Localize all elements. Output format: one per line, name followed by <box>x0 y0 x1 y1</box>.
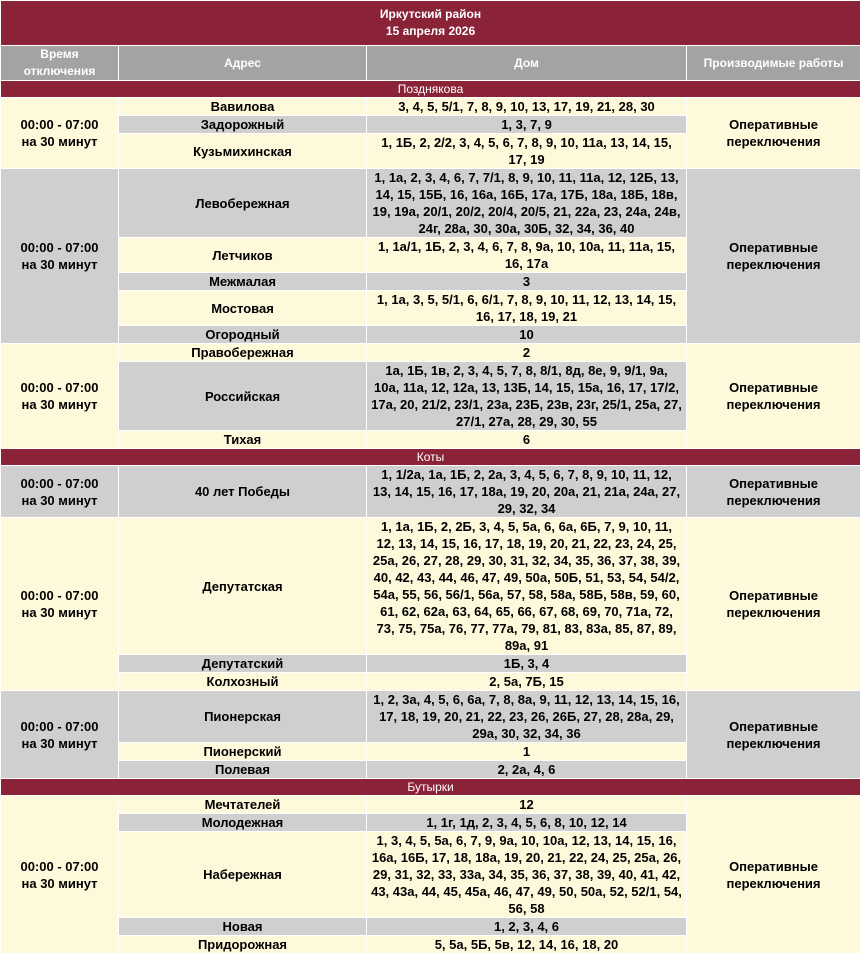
time-duration: на 30 минут <box>21 875 98 891</box>
house-numbers: 6 <box>367 431 687 449</box>
work-type <box>687 518 860 691</box>
work-line-2: переключения <box>726 397 821 412</box>
house-numbers: 1, 2, 3а, 4, 5, 6, 6а, 7, 8, 8а, 9, 11, 12, 13, 14, 15, 16, 17, 18, 19, 20, 21, 22, 23, 26, 26Б, 27, 28, 28а, 29, 29а, 30, 32, 34, 36 <box>367 691 687 743</box>
time-range: 00:00 - 07:00 <box>20 240 99 255</box>
house-numbers: 1, 1Б, 2, 2/2, 3, 4, 5, 6, 7, 8, 9, 10, 11а, 13, 14, 15, 17, 19 <box>367 134 687 169</box>
outage-time <box>1 466 119 518</box>
time-duration: на 30 минут <box>21 397 98 412</box>
column-header-work: Производимые работы <box>687 46 860 81</box>
street-name: Придорожная <box>119 936 367 954</box>
house-numbers: 3, 4, 5, 5/1, 7, 8, 9, 10, 13, 17, 19, 21, 28, 30 <box>367 98 687 116</box>
street-name: Летчиков <box>119 238 367 273</box>
street-name: Мостовая <box>119 291 367 326</box>
time-duration: на 30 минут <box>21 134 98 149</box>
section-row <box>1 449 860 466</box>
house-numbers: 1, 1а, 1Б, 2, 2Б, 3, 4, 5, 5а, 6, 6а, 6Б, 7, 9, 10, 11, 12, 13, 14, 15, 16, 17, 18, 19, 20, 21, 22, 23, 24, 25, 25а, 26, 27, 28, 29, 30, 31, 32, 34, 35, 36, 37, 38, 39, 40, 42, 43, 44, 46, 47, 49, 50а, 50Б, 51, 53, 54, 54/2, 54а, 55, 56, 56/1, 56а, 57, 58, 58а, 58Б, 58в, 59, 60, 61, 62, 62а, 63, 64, 65, 66, 67, 68, 69, 70, 71а, 72, 73, 75, 75а, 76, 77, 77а, 79, 81, 83, 83а, 85, 87, 89, 89а, 91 <box>367 518 687 655</box>
house-numbers: 1, 3, 7, 9 <box>367 116 687 134</box>
table-row <box>1 98 860 116</box>
work-type <box>687 169 860 344</box>
time-range: 00:00 - 07:00 <box>20 858 99 874</box>
work-line-1: Оперативные <box>729 240 818 255</box>
street-name: Задорожный <box>119 116 367 134</box>
street-name: Кузьмихинская <box>119 134 367 169</box>
street-name: Депутатский <box>119 655 367 673</box>
street-name: Колхозный <box>119 673 367 691</box>
time-range: 00:00 - 07:00 <box>20 380 99 395</box>
house-numbers: 10 <box>367 326 687 344</box>
table-row <box>1 344 860 362</box>
street-name: Новая <box>119 918 367 936</box>
table-body <box>1 81 860 954</box>
column-header-address: Адрес <box>119 46 367 81</box>
column-header-time: Время отключения <box>1 46 119 81</box>
outage-time <box>1 98 119 169</box>
house-numbers: 1, 2, 3, 4, 6 <box>367 918 687 936</box>
work-line-2: переключения <box>726 605 821 620</box>
work-line-2: переключения <box>726 257 821 272</box>
section-row <box>1 779 860 796</box>
house-numbers: 1, 1/2а, 1а, 1Б, 2, 2а, 3, 4, 5, 6, 7, 8, 9, 10, 11, 12, 13, 14, 15, 16, 17, 18а, 19, 20, 20а, 21, 21а, 24а, 27, 29, 32, 34 <box>367 466 687 518</box>
region-title: Иркутский район <box>379 7 482 21</box>
street-name: Мечтателей <box>119 796 367 814</box>
work-line-1: Оперативные <box>729 380 818 395</box>
time-duration: на 30 минут <box>21 257 98 272</box>
work-type <box>687 691 860 779</box>
outage-time <box>1 344 119 449</box>
street-name: Пионерский <box>119 743 367 761</box>
house-numbers: 5, 5а, 5Б, 5в, 12, 14, 16, 18, 20 <box>367 936 687 954</box>
section-name: Позднякова <box>1 81 860 98</box>
house-numbers: 12 <box>367 796 687 814</box>
house-numbers: 2, 5а, 7Б, 15 <box>367 673 687 691</box>
section-name: Коты <box>1 449 860 466</box>
street-name: Вавилова <box>119 98 367 116</box>
house-numbers: 1, 3, 4, 5, 5а, 6, 7, 9, 9а, 10, 10а, 12, 13, 14, 15, 16, 16а, 16Б, 17, 18, 18а, 19, 20, 21, 22, 24, 25, 25а, 26, 29, 31, 32, 33, 33а, 34, 35, 36, 37, 38, 39, 40, 41, 42, 43, 43а, 44, 45, 45а, 46, 47, 49, 50, 50а, 52, 52/1, 54, 56, 58 <box>367 832 687 918</box>
table-row <box>1 691 860 743</box>
street-name: Молодежная <box>119 814 367 832</box>
street-name: Тихая <box>119 431 367 449</box>
time-range: 00:00 - 07:00 <box>20 588 99 603</box>
work-line-2: переключения <box>726 492 821 508</box>
street-name: Российская <box>119 362 367 431</box>
section-row <box>1 81 860 98</box>
work-line-2: переключения <box>726 134 821 149</box>
street-name: Огородный <box>119 326 367 344</box>
time-duration: на 30 минут <box>21 735 98 751</box>
work-line-2: переключения <box>726 735 821 751</box>
street-name: 40 лет Победы <box>119 466 367 518</box>
street-name: Депутатская <box>119 518 367 655</box>
house-numbers: 1 <box>367 743 687 761</box>
house-numbers: 2, 2а, 4, 6 <box>367 761 687 779</box>
street-name: Правобережная <box>119 344 367 362</box>
column-header-house: Дом <box>367 46 687 81</box>
street-name: Левобережная <box>119 169 367 238</box>
time-duration: на 30 минут <box>21 492 98 508</box>
house-numbers: 1, 1а/1, 1Б, 2, 3, 4, 6, 7, 8, 9а, 10, 10а, 11, 11а, 15, 16, 17а <box>367 238 687 273</box>
outage-time <box>1 691 119 779</box>
street-name: Пионерская <box>119 691 367 743</box>
table-row <box>1 466 860 518</box>
work-line-1: Оперативные <box>729 475 818 491</box>
work-line-2: переключения <box>726 875 821 891</box>
work-type <box>687 466 860 518</box>
house-numbers: 1Б, 3, 4 <box>367 655 687 673</box>
table-row <box>1 518 860 655</box>
outage-time <box>1 518 119 691</box>
time-range: 00:00 - 07:00 <box>20 117 99 132</box>
work-line-1: Оперативные <box>729 588 818 603</box>
work-type <box>687 796 860 954</box>
time-duration: на 30 минут <box>21 605 98 620</box>
house-numbers: 1, 1а, 2, 3, 4, 6, 7, 7/1, 8, 9, 10, 11, 11а, 12, 12Б, 13, 14, 15, 15Б, 16, 16а, 16Б, 17а, 17Б, 18а, 18Б, 18в, 19, 19а, 20/1, 20/2, 20/4, 20/5, 21, 22а, 23, 24а, 24в, 24г, 28а, 30, 30а, 30Б, 32, 34, 36, 40 <box>367 169 687 238</box>
house-numbers: 3 <box>367 273 687 291</box>
table-title <box>1 1 860 46</box>
work-line-1: Оперативные <box>729 858 818 874</box>
street-name: Полевая <box>119 761 367 779</box>
work-type <box>687 344 860 449</box>
outage-time <box>1 169 119 344</box>
work-type <box>687 98 860 169</box>
house-numbers: 1а, 1Б, 1в, 2, 3, 4, 5, 7, 8, 8/1, 8д, 8е, 9, 9/1, 9а, 10а, 11а, 12, 12а, 13, 13Б, 14, 15, 15а, 16, 17, 17/2, 17а, 20, 21/2, 23/1, 23а, 23Б, 23в, 23г, 25/1, 25а, 27, 27/1, 27а, 28, 29, 30, 55 <box>367 362 687 431</box>
house-numbers: 1, 1г, 1д, 2, 3, 4, 5, 6, 8, 10, 12, 14 <box>367 814 687 832</box>
outage-time <box>1 796 119 954</box>
table-row <box>1 169 860 238</box>
house-numbers: 1, 1а, 3, 5, 5/1, 6, 6/1, 7, 8, 9, 10, 11, 12, 13, 14, 15, 16, 17, 18, 19, 21 <box>367 291 687 326</box>
house-numbers: 2 <box>367 344 687 362</box>
street-name: Межмалая <box>119 273 367 291</box>
time-range: 00:00 - 07:00 <box>20 718 99 734</box>
table-row <box>1 796 860 814</box>
time-range: 00:00 - 07:00 <box>20 475 99 491</box>
work-line-1: Оперативные <box>729 718 818 734</box>
work-line-1: Оперативные <box>729 117 818 132</box>
date-title: 15 апреля 2026 <box>385 24 476 38</box>
section-name: Бутырки <box>1 779 860 796</box>
street-name: Набережная <box>119 832 367 918</box>
